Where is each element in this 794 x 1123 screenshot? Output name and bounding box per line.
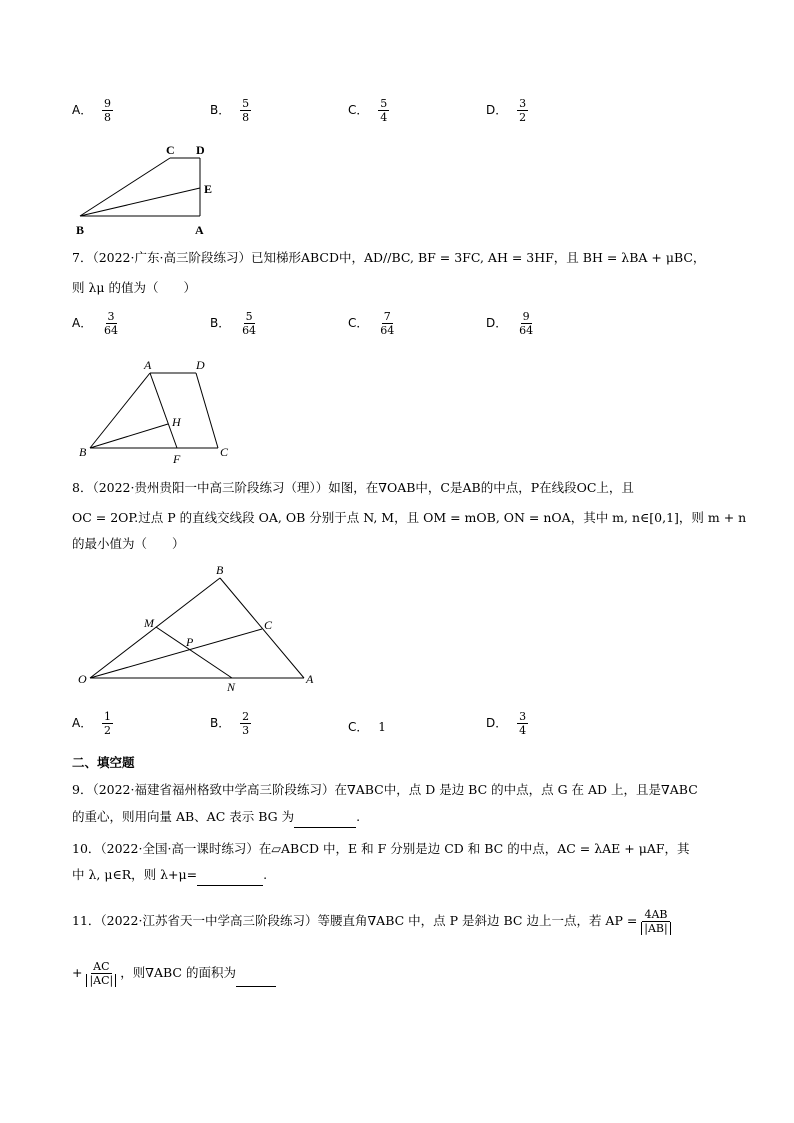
fig1-label-b: B (76, 223, 85, 237)
fig2-label-h: H (172, 415, 181, 429)
q6-option-c: C． $\frac{5}{4}$ (348, 97, 388, 124)
figure-triangle-oab (72, 562, 332, 697)
q11-answer-blank[interactable] (236, 972, 276, 987)
q7-line1: 7．（2022·广东·高三阶段练习）已知梯形ABCD中，AD//BC, BF = 3FC, AH = 3HF，且 BH = λBA + μBC， (72, 250, 706, 265)
q8-option-d: D． $\frac{3}{4}$ (486, 710, 527, 737)
figure-trapezoid-abcd (70, 355, 250, 470)
fig3-label-b: B (216, 563, 224, 577)
fig2-label-d: D (196, 358, 205, 372)
fig1-label-a: A (195, 223, 204, 237)
section-fill-in-blank-heading: 二、填空题 (72, 755, 135, 770)
q8-option-a: A． $\frac{1}{2}$ (72, 710, 112, 737)
q9-line2: 的重心，则用向量 AB、AC 表示 BG 为 . (72, 806, 360, 828)
fig3-label-o: O (78, 672, 87, 686)
q7-option-a: A． $\frac{3}{64}$ (72, 310, 119, 337)
q6-option-a: A． $\frac{9}{8}$ (72, 97, 112, 124)
fig1-label-c: C (166, 143, 175, 157)
figure-quadrilateral-bcde (70, 140, 230, 240)
q9-line1: 9．（2022·福建省福州格致中学高三阶段练习）在∇ABC中，点 D 是边 BC 的中点，点 G 在 AD 上，且是∇ABC (72, 782, 698, 797)
fig3-label-n: N (227, 680, 236, 694)
q10-answer-blank[interactable] (197, 871, 263, 886)
q7-option-b: B． $\frac{5}{64}$ (210, 310, 257, 337)
fig2-label-b: B (79, 445, 87, 459)
q7-option-c: C． $\frac{7}{64}$ (348, 310, 395, 337)
fig3-label-a: A (306, 672, 314, 686)
q7-option-d: D． $\frac{9}{64}$ (486, 310, 534, 337)
fig2-label-c: C (220, 445, 229, 459)
q6-option-d: D． $\frac{3}{2}$ (486, 97, 527, 124)
fig3-label-c: C (264, 618, 273, 632)
fig2-label-a: A (144, 358, 152, 372)
fig2-label-f: F (173, 452, 181, 466)
fig3-label-p: P (186, 635, 194, 649)
q10-line1: 10．（2022·全国·高一课时练习）在▱ABCD 中，E 和 F 分别是边 CD 和 BC 的中点，AC = λAE + μAF，其 (72, 841, 690, 856)
q9-answer-blank[interactable] (294, 813, 356, 828)
fig1-label-e: E (204, 182, 213, 196)
q10-line2: 中 λ, μ∈R，则 λ+μ= . (72, 864, 267, 886)
q8-line1: 8．（2022·贵州贵阳一中高三阶段练习（理））如图，在∇OAB中，C是AB的中点，P在线段OC上，且 (72, 480, 634, 495)
q8-line3: 的最小值为（ ） (72, 536, 185, 551)
q7-line2: 则 λμ 的值为（ ） (72, 280, 196, 295)
q6-option-b: B． $\frac{5}{8}$ (210, 97, 250, 124)
q8-option-c: C． 1 (348, 720, 386, 734)
q11-line2: + $\frac{AC}{|AC|}$ ，则∇ABC 的面积为 (72, 960, 276, 987)
fig1-label-d: D (196, 143, 205, 157)
q8-option-b: B． $\frac{2}{3}$ (210, 710, 250, 737)
q8-line2: OC = 2OP.过点 P 的直线交线段 OA, OB 分别于点 N, M，且 OM = mOB, ON = nOA，其中 m, n∈[0,1]，则 m + n (72, 510, 747, 525)
fig3-label-m: M (144, 616, 154, 630)
q11-line1: 11．（2022·江苏省天一中学高三阶段练习）等腰直角∇ABC 中，点 P 是斜边 BC 边上一点，若 AP = $\frac{4AB}{|AB|}$ (72, 908, 671, 935)
